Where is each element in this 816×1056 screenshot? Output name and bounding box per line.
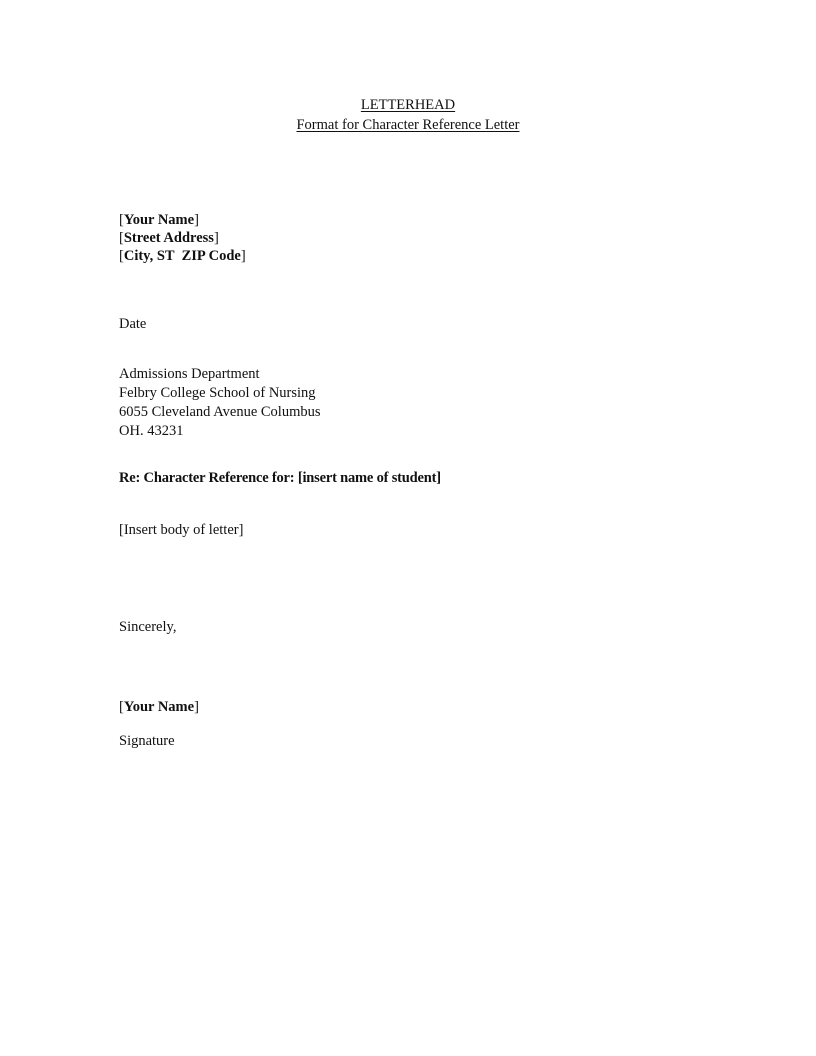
recipient-line-4: OH. 43231 [119,423,184,439]
signature-label: Signature [119,733,175,749]
recipient-address [119,365,321,441]
sender-city: City, ST ZIP Code [123,248,241,264]
sender-name-row [119,211,246,229]
bracket-open: [ [119,248,124,264]
signature-name: Your Name [123,699,195,715]
sender-city-row [119,247,246,265]
letter-subtitle: Format for Character Reference Letter [296,117,520,133]
letterhead-title: LETTERHEAD [360,97,456,113]
letter-header [0,95,816,135]
bracket-close: ] [194,212,199,228]
closing-salutation: Sincerely, [119,619,177,635]
signature-name-row [119,699,199,716]
body-placeholder: [Insert body of letter] [119,522,244,538]
recipient-line-2: Felbry College School of Nursing [119,385,316,401]
letterhead-line [0,95,816,115]
recipient-line-3: 6055 Cleveland Avenue Columbus [119,404,321,420]
recipient-line-1: Admissions Department [119,366,260,382]
bracket-close: ] [240,248,246,264]
bracket-close: ] [213,230,219,246]
bracket-open: [ [119,230,124,246]
sender-street-row [119,229,246,247]
sender-name: Your Name [123,212,195,228]
letter-date: Date [119,316,147,332]
subtitle-line [0,115,816,135]
sender-address [119,211,246,265]
bracket-close: ] [194,699,199,715]
subject-line: Re: Character Reference for: [insert name of student] [119,470,441,486]
sender-street: Street Address [123,230,214,246]
bracket-open: [ [119,212,124,228]
bracket-open: [ [119,699,124,715]
